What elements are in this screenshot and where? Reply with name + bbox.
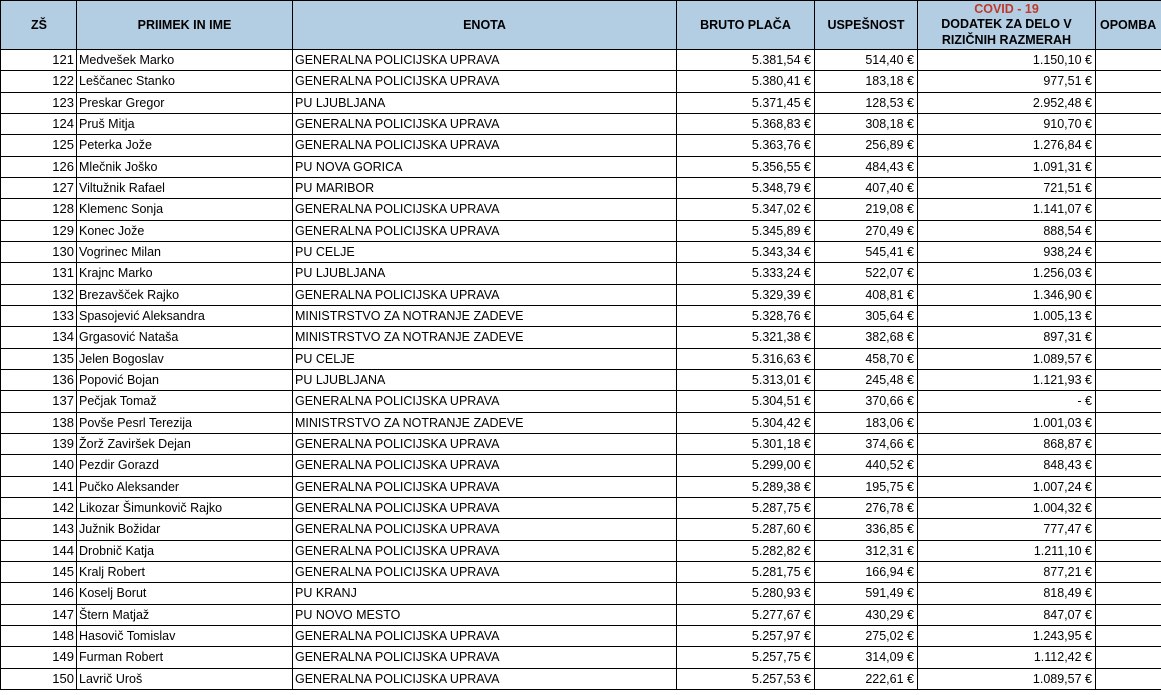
cell-zs: 137: [1, 391, 77, 412]
cell-zs: 134: [1, 327, 77, 348]
cell-name: Pezdir Gorazd: [77, 455, 293, 476]
cell-zs: 140: [1, 455, 77, 476]
cell-name: Vogrinec Milan: [77, 241, 293, 262]
cell-performance: 183,18 €: [815, 71, 918, 92]
cell-covid: 1.004,32 €: [918, 497, 1096, 518]
cell-gross: 5.313,01 €: [677, 369, 815, 390]
header-unit: ENOTA: [293, 1, 677, 50]
cell-unit: PU MARIBOR: [293, 177, 677, 198]
cell-note: [1096, 284, 1161, 305]
cell-covid: 1.091,31 €: [918, 156, 1096, 177]
cell-covid: 1.001,03 €: [918, 412, 1096, 433]
cell-note: [1096, 327, 1161, 348]
cell-unit: GENERALNA POLICIJSKA UPRAVA: [293, 220, 677, 241]
header-zs: ZŠ: [1, 1, 77, 50]
cell-unit: PU NOVA GORICA: [293, 156, 677, 177]
cell-note: [1096, 391, 1161, 412]
cell-name: Jelen Bogoslav: [77, 348, 293, 369]
cell-performance: 128,53 €: [815, 92, 918, 113]
cell-note: [1096, 92, 1161, 113]
cell-zs: 127: [1, 177, 77, 198]
table-row: [1, 497, 1161, 518]
cell-name: Preskar Gregor: [77, 92, 293, 113]
cell-name: Medvešek Marko: [77, 50, 293, 71]
cell-name: Pruš Mitja: [77, 113, 293, 134]
cell-gross: 5.287,60 €: [677, 519, 815, 540]
cell-performance: 374,66 €: [815, 433, 918, 454]
table-row: [1, 540, 1161, 561]
header-covid-line2: DODATEK ZA DELO V: [941, 17, 1072, 31]
cell-covid: 1.141,07 €: [918, 199, 1096, 220]
cell-unit: PU KRANJ: [293, 583, 677, 604]
cell-name: Južnik Božidar: [77, 519, 293, 540]
table-row: [1, 327, 1161, 348]
cell-name: Kralj Robert: [77, 561, 293, 582]
cell-performance: 275,02 €: [815, 625, 918, 646]
cell-unit: PU CELJE: [293, 241, 677, 262]
cell-zs: 130: [1, 241, 77, 262]
cell-performance: 245,48 €: [815, 369, 918, 390]
cell-unit: GENERALNA POLICIJSKA UPRAVA: [293, 476, 677, 497]
table-row: [1, 92, 1161, 113]
cell-note: [1096, 455, 1161, 476]
cell-unit: GENERALNA POLICIJSKA UPRAVA: [293, 50, 677, 71]
cell-name: Likozar Šimunkovič Rajko: [77, 497, 293, 518]
cell-performance: 336,85 €: [815, 519, 918, 540]
table-row: [1, 177, 1161, 198]
cell-unit: GENERALNA POLICIJSKA UPRAVA: [293, 540, 677, 561]
cell-covid: 1.089,57 €: [918, 668, 1096, 689]
cell-unit: GENERALNA POLICIJSKA UPRAVA: [293, 113, 677, 134]
cell-performance: 308,18 €: [815, 113, 918, 134]
cell-covid: 1.121,93 €: [918, 369, 1096, 390]
cell-covid: 2.952,48 €: [918, 92, 1096, 113]
cell-name: Drobnič Katja: [77, 540, 293, 561]
cell-gross: 5.348,79 €: [677, 177, 815, 198]
cell-zs: 145: [1, 561, 77, 582]
cell-name: Viltužnik Rafael: [77, 177, 293, 198]
cell-performance: 312,31 €: [815, 540, 918, 561]
table-row: [1, 668, 1161, 689]
cell-zs: 141: [1, 476, 77, 497]
cell-gross: 5.287,75 €: [677, 497, 815, 518]
cell-note: [1096, 305, 1161, 326]
cell-covid: 1.007,24 €: [918, 476, 1096, 497]
cell-covid: 1.005,13 €: [918, 305, 1096, 326]
cell-performance: 522,07 €: [815, 263, 918, 284]
cell-note: [1096, 241, 1161, 262]
cell-zs: 124: [1, 113, 77, 134]
cell-zs: 146: [1, 583, 77, 604]
cell-zs: 133: [1, 305, 77, 326]
cell-unit: MINISTRSTVO ZA NOTRANJE ZADEVE: [293, 327, 677, 348]
cell-unit: GENERALNA POLICIJSKA UPRAVA: [293, 71, 677, 92]
cell-unit: MINISTRSTVO ZA NOTRANJE ZADEVE: [293, 412, 677, 433]
cell-gross: 5.257,75 €: [677, 647, 815, 668]
cell-performance: 484,43 €: [815, 156, 918, 177]
cell-covid: 1.150,10 €: [918, 50, 1096, 71]
cell-name: Mlečnik Joško: [77, 156, 293, 177]
cell-zs: 135: [1, 348, 77, 369]
table-row: [1, 583, 1161, 604]
cell-unit: GENERALNA POLICIJSKA UPRAVA: [293, 497, 677, 518]
cell-name: Spasojević Aleksandra: [77, 305, 293, 326]
cell-name: Grgasović Nataša: [77, 327, 293, 348]
cell-name: Popović Bojan: [77, 369, 293, 390]
cell-gross: 5.321,38 €: [677, 327, 815, 348]
table-row: [1, 391, 1161, 412]
cell-performance: 591,49 €: [815, 583, 918, 604]
table-row: [1, 625, 1161, 646]
cell-zs: 143: [1, 519, 77, 540]
cell-gross: 5.328,76 €: [677, 305, 815, 326]
cell-note: [1096, 369, 1161, 390]
table-row: [1, 284, 1161, 305]
cell-gross: 5.257,53 €: [677, 668, 815, 689]
cell-name: Žorž Zaviršek Dejan: [77, 433, 293, 454]
cell-note: [1096, 561, 1161, 582]
cell-performance: 440,52 €: [815, 455, 918, 476]
cell-note: [1096, 156, 1161, 177]
cell-performance: 166,94 €: [815, 561, 918, 582]
cell-zs: 122: [1, 71, 77, 92]
cell-covid: 1.211,10 €: [918, 540, 1096, 561]
cell-zs: 129: [1, 220, 77, 241]
cell-gross: 5.333,24 €: [677, 263, 815, 284]
cell-gross: 5.304,42 €: [677, 412, 815, 433]
cell-zs: 150: [1, 668, 77, 689]
cell-covid: 1.256,03 €: [918, 263, 1096, 284]
cell-gross: 5.347,02 €: [677, 199, 815, 220]
cell-gross: 5.371,45 €: [677, 92, 815, 113]
cell-covid: 1.346,90 €: [918, 284, 1096, 305]
table-row: [1, 50, 1161, 71]
header-covid-line3: RIZIČNIH RAZMERAH: [941, 32, 1072, 47]
cell-performance: 382,68 €: [815, 327, 918, 348]
cell-note: [1096, 497, 1161, 518]
cell-performance: 195,75 €: [815, 476, 918, 497]
table-row: [1, 135, 1161, 156]
cell-covid: 977,51 €: [918, 71, 1096, 92]
cell-covid: 888,54 €: [918, 220, 1096, 241]
cell-note: [1096, 135, 1161, 156]
cell-covid: 910,70 €: [918, 113, 1096, 134]
cell-unit: GENERALNA POLICIJSKA UPRAVA: [293, 455, 677, 476]
cell-note: [1096, 476, 1161, 497]
cell-covid: 877,21 €: [918, 561, 1096, 582]
cell-unit: PU CELJE: [293, 348, 677, 369]
cell-covid: 777,47 €: [918, 519, 1096, 540]
cell-note: [1096, 625, 1161, 646]
cell-unit: PU LJUBLJANA: [293, 92, 677, 113]
cell-covid: - €: [918, 391, 1096, 412]
cell-unit: PU LJUBLJANA: [293, 369, 677, 390]
cell-covid: 897,31 €: [918, 327, 1096, 348]
table-row: [1, 433, 1161, 454]
table-body: [1, 50, 1161, 690]
cell-unit: GENERALNA POLICIJSKA UPRAVA: [293, 135, 677, 156]
cell-gross: 5.329,39 €: [677, 284, 815, 305]
cell-gross: 5.356,55 €: [677, 156, 815, 177]
table-row: [1, 156, 1161, 177]
cell-covid: 847,07 €: [918, 604, 1096, 625]
cell-gross: 5.280,93 €: [677, 583, 815, 604]
cell-zs: 132: [1, 284, 77, 305]
cell-note: [1096, 604, 1161, 625]
cell-name: Pučko Aleksander: [77, 476, 293, 497]
cell-zs: 147: [1, 604, 77, 625]
cell-gross: 5.343,34 €: [677, 241, 815, 262]
cell-note: [1096, 583, 1161, 604]
cell-zs: 126: [1, 156, 77, 177]
cell-gross: 5.316,63 €: [677, 348, 815, 369]
cell-performance: 183,06 €: [815, 412, 918, 433]
header-row: [1, 1, 1161, 50]
cell-gross: 5.345,89 €: [677, 220, 815, 241]
table-row: [1, 604, 1161, 625]
cell-performance: 514,40 €: [815, 50, 918, 71]
cell-zs: 131: [1, 263, 77, 284]
cell-unit: MINISTRSTVO ZA NOTRANJE ZADEVE: [293, 305, 677, 326]
table-row: [1, 519, 1161, 540]
cell-unit: GENERALNA POLICIJSKA UPRAVA: [293, 199, 677, 220]
cell-gross: 5.381,54 €: [677, 50, 815, 71]
cell-note: [1096, 71, 1161, 92]
table-row: [1, 263, 1161, 284]
cell-zs: 144: [1, 540, 77, 561]
cell-note: [1096, 177, 1161, 198]
cell-name: Povše Pesrl Terezija: [77, 412, 293, 433]
cell-gross: 5.289,38 €: [677, 476, 815, 497]
cell-unit: GENERALNA POLICIJSKA UPRAVA: [293, 647, 677, 668]
table-row: [1, 369, 1161, 390]
cell-performance: 458,70 €: [815, 348, 918, 369]
cell-zs: 148: [1, 625, 77, 646]
cell-unit: GENERALNA POLICIJSKA UPRAVA: [293, 561, 677, 582]
cell-performance: 408,81 €: [815, 284, 918, 305]
cell-note: [1096, 50, 1161, 71]
cell-performance: 276,78 €: [815, 497, 918, 518]
table-row: [1, 241, 1161, 262]
cell-covid: 938,24 €: [918, 241, 1096, 262]
cell-note: [1096, 199, 1161, 220]
cell-gross: 5.299,00 €: [677, 455, 815, 476]
cell-note: [1096, 668, 1161, 689]
table-row: [1, 113, 1161, 134]
cell-unit: GENERALNA POLICIJSKA UPRAVA: [293, 668, 677, 689]
cell-zs: 138: [1, 412, 77, 433]
cell-performance: 314,09 €: [815, 647, 918, 668]
cell-name: Koselj Borut: [77, 583, 293, 604]
table-row: [1, 476, 1161, 497]
cell-covid: 1.089,57 €: [918, 348, 1096, 369]
cell-gross: 5.281,75 €: [677, 561, 815, 582]
cell-unit: GENERALNA POLICIJSKA UPRAVA: [293, 284, 677, 305]
cell-zs: 149: [1, 647, 77, 668]
cell-performance: 222,61 €: [815, 668, 918, 689]
cell-performance: 270,49 €: [815, 220, 918, 241]
cell-gross: 5.257,97 €: [677, 625, 815, 646]
cell-covid: 1.112,42 €: [918, 647, 1096, 668]
cell-covid: 1.276,84 €: [918, 135, 1096, 156]
table-row: [1, 412, 1161, 433]
cell-name: Lavrič Uroš: [77, 668, 293, 689]
cell-zs: 136: [1, 369, 77, 390]
table-row: [1, 71, 1161, 92]
cell-note: [1096, 519, 1161, 540]
cell-zs: 125: [1, 135, 77, 156]
cell-gross: 5.380,41 €: [677, 71, 815, 92]
cell-performance: 545,41 €: [815, 241, 918, 262]
cell-covid: 868,87 €: [918, 433, 1096, 454]
cell-unit: PU LJUBLJANA: [293, 263, 677, 284]
cell-gross: 5.363,76 €: [677, 135, 815, 156]
cell-zs: 128: [1, 199, 77, 220]
table-row: [1, 348, 1161, 369]
cell-note: [1096, 412, 1161, 433]
cell-zs: 142: [1, 497, 77, 518]
cell-name: Krajnc Marko: [77, 263, 293, 284]
cell-covid: 1.243,95 €: [918, 625, 1096, 646]
cell-performance: 256,89 €: [815, 135, 918, 156]
cell-name: Hasovič Tomislav: [77, 625, 293, 646]
cell-zs: 123: [1, 92, 77, 113]
table-header: [1, 1, 1161, 50]
cell-unit: GENERALNA POLICIJSKA UPRAVA: [293, 433, 677, 454]
cell-name: Peterka Jože: [77, 135, 293, 156]
table-row: [1, 220, 1161, 241]
cell-unit: PU NOVO MESTO: [293, 604, 677, 625]
cell-gross: 5.304,51 €: [677, 391, 815, 412]
cell-performance: 219,08 €: [815, 199, 918, 220]
cell-performance: 407,40 €: [815, 177, 918, 198]
table-row: [1, 647, 1161, 668]
cell-note: [1096, 433, 1161, 454]
cell-note: [1096, 220, 1161, 241]
header-performance: USPEŠNOST: [815, 1, 918, 50]
cell-performance: 370,66 €: [815, 391, 918, 412]
cell-covid: 818,49 €: [918, 583, 1096, 604]
cell-performance: 305,64 €: [815, 305, 918, 326]
cell-zs: 139: [1, 433, 77, 454]
cell-note: [1096, 113, 1161, 134]
table-row: [1, 455, 1161, 476]
cell-note: [1096, 348, 1161, 369]
header-name: PRIIMEK IN IME: [77, 1, 293, 50]
header-gross: BRUTO PLAČA: [677, 1, 815, 50]
cell-unit: GENERALNA POLICIJSKA UPRAVA: [293, 519, 677, 540]
cell-gross: 5.277,67 €: [677, 604, 815, 625]
table-row: [1, 561, 1161, 582]
cell-note: [1096, 540, 1161, 561]
cell-covid: 721,51 €: [918, 177, 1096, 198]
header-covid-line1: COVID - 19: [974, 1, 1039, 16]
cell-unit: GENERALNA POLICIJSKA UPRAVA: [293, 625, 677, 646]
cell-name: Brezavšček Rajko: [77, 284, 293, 305]
cell-gross: 5.368,83 €: [677, 113, 815, 134]
cell-gross: 5.301,18 €: [677, 433, 815, 454]
cell-name: Štern Matjaž: [77, 604, 293, 625]
header-note: OPOMBA: [1096, 1, 1161, 50]
cell-name: Konec Jože: [77, 220, 293, 241]
cell-name: Furman Robert: [77, 647, 293, 668]
cell-note: [1096, 263, 1161, 284]
table-row: [1, 305, 1161, 326]
header-covid: [918, 1, 1096, 50]
cell-performance: 430,29 €: [815, 604, 918, 625]
cell-covid: 848,43 €: [918, 455, 1096, 476]
cell-unit: GENERALNA POLICIJSKA UPRAVA: [293, 391, 677, 412]
cell-name: Pečjak Tomaž: [77, 391, 293, 412]
cell-note: [1096, 647, 1161, 668]
table-row: [1, 199, 1161, 220]
cell-zs: 121: [1, 50, 77, 71]
cell-name: Klemenc Sonja: [77, 199, 293, 220]
cell-gross: 5.282,82 €: [677, 540, 815, 561]
cell-name: Leščanec Stanko: [77, 71, 293, 92]
